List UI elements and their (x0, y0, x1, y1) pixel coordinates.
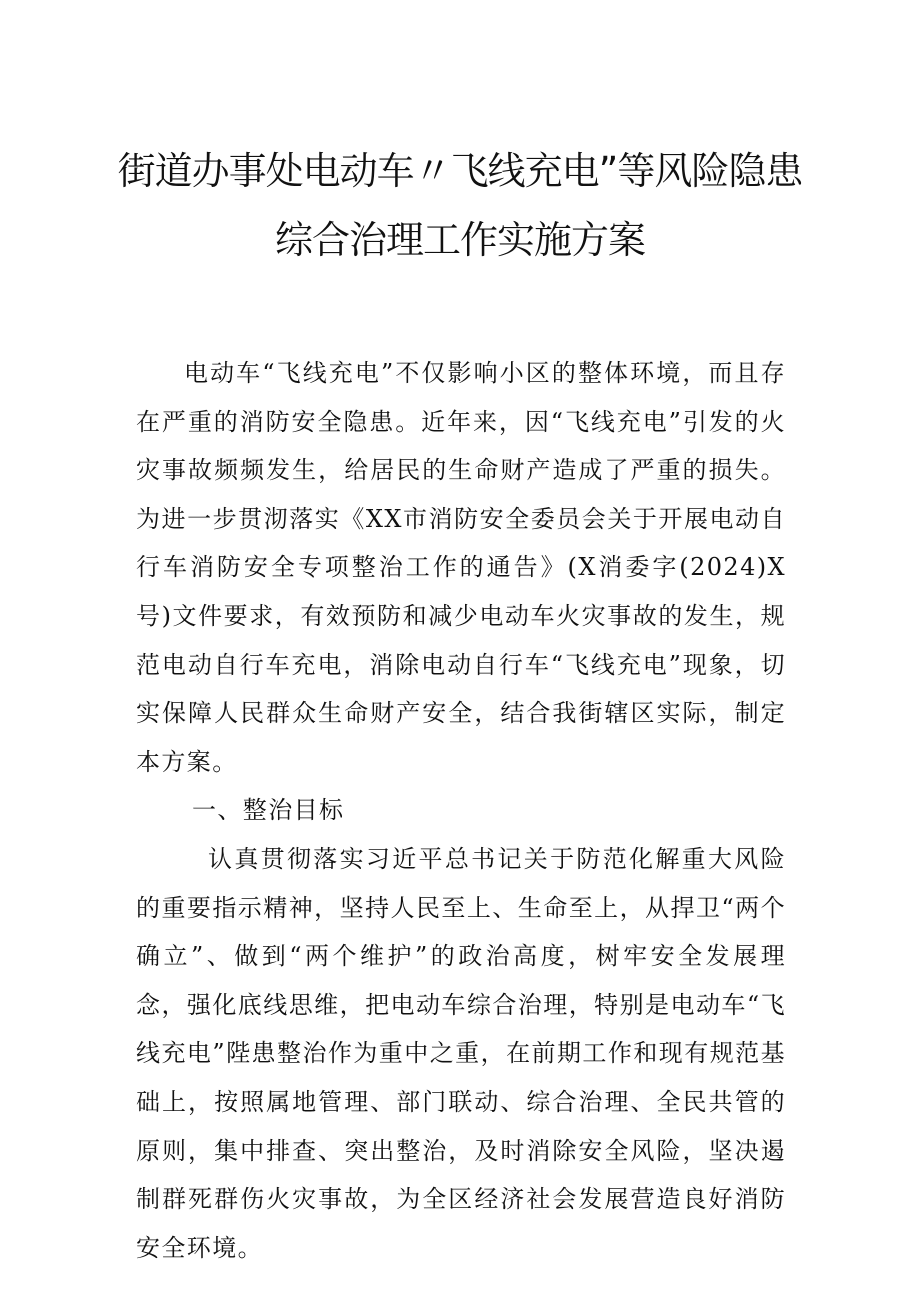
document-title-line-1: 街道办事处电动车〃飞线充电”等风险隐患 (117, 149, 803, 193)
document-body (136, 349, 786, 1272)
document-title-line-2: 综合治理工作实施方案 (274, 218, 645, 262)
intro-paragraph: 电动车“飞线充电”不仅影响小区的整体环境，而且存在严重的消防安全隐患。近年来，因“飞线充电”引发的火灾事故频频发生，给居民的生命财产造成了严重的损失。为进一步贯沏落实《XX市消防安全委员会关于开展电动自行车消防安全专项整治工作的通告》(X消委字(2024)X号)文件要求，有效预防和减少电动车火灾事故的发生，规范电动自行车充电，消除电动自行车“飞线充电”现象，切实保障人民群众生命财产安全，结合我街辖区实际，制定本方案。 (136, 359, 786, 776)
goals-paragraph: 认真贯彻落实习近平总书记关于防范化解重大风险的重要指示精神，坚持人民至上、生命至上，从捍卫“两个确立”、做到“两个维护”的政治高度，树牢安全发展理念，强化底线思维，把电动车综合治理，特别是电动车“飞线充电”陛患整治作为重中之重，在前期工作和现有规范基础上，按照属地管理、部门联动、综合治理、全民共管的原则，集中排查、突出整治，及时消除安全风险，坚决遏制群死群伤火灾事故，为全区经济社会发展营造良好消防安全环境。 (136, 844, 786, 1262)
section-heading-goals: 一、整治目标 (192, 796, 345, 825)
